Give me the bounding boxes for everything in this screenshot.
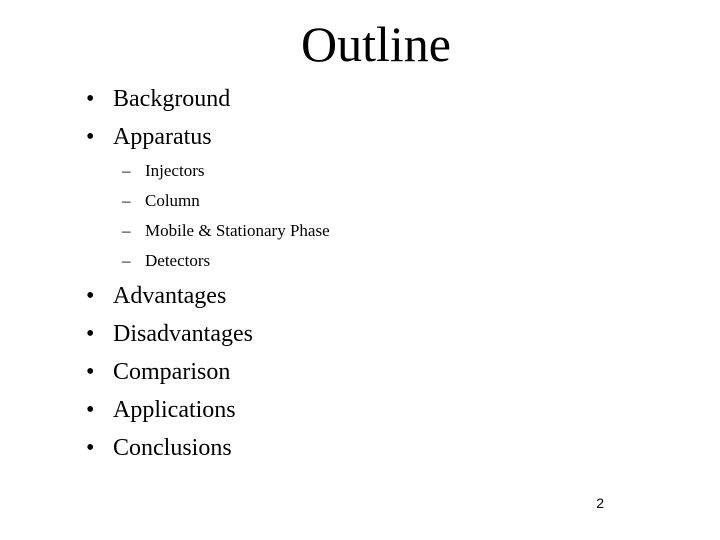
outline-item-label: Apparatus — [113, 124, 212, 150]
outline-item-label: Comparison — [113, 359, 231, 385]
bullet-icon: • — [86, 359, 95, 385]
bullet-icon: • — [86, 86, 95, 112]
dash-icon: – — [122, 191, 131, 210]
slide-title: Outline — [301, 16, 451, 72]
bullet-icon: • — [86, 321, 95, 347]
bullet-icon: • — [86, 283, 95, 309]
outline-subitem-label: Column — [145, 191, 200, 210]
bullet-icon: • — [86, 124, 95, 150]
dash-icon: – — [122, 221, 131, 240]
dash-icon: – — [122, 161, 131, 180]
page-number: 2 — [596, 495, 604, 511]
bullet-icon: • — [86, 397, 95, 423]
outline-item-label: Disadvantages — [113, 321, 253, 347]
outline-item-label: Applications — [113, 397, 236, 423]
outline-item-label: Advantages — [113, 283, 227, 309]
outline-item-label: Background — [113, 86, 231, 112]
outline-subitem-label: Detectors — [145, 251, 211, 270]
outline-subitem-label: Mobile & Stationary Phase — [145, 221, 330, 240]
bullet-icon: • — [86, 435, 95, 461]
outline-item-label: Conclusions — [113, 435, 232, 461]
dash-icon: – — [122, 251, 131, 270]
outline-subitem-label: Injectors — [145, 161, 205, 180]
